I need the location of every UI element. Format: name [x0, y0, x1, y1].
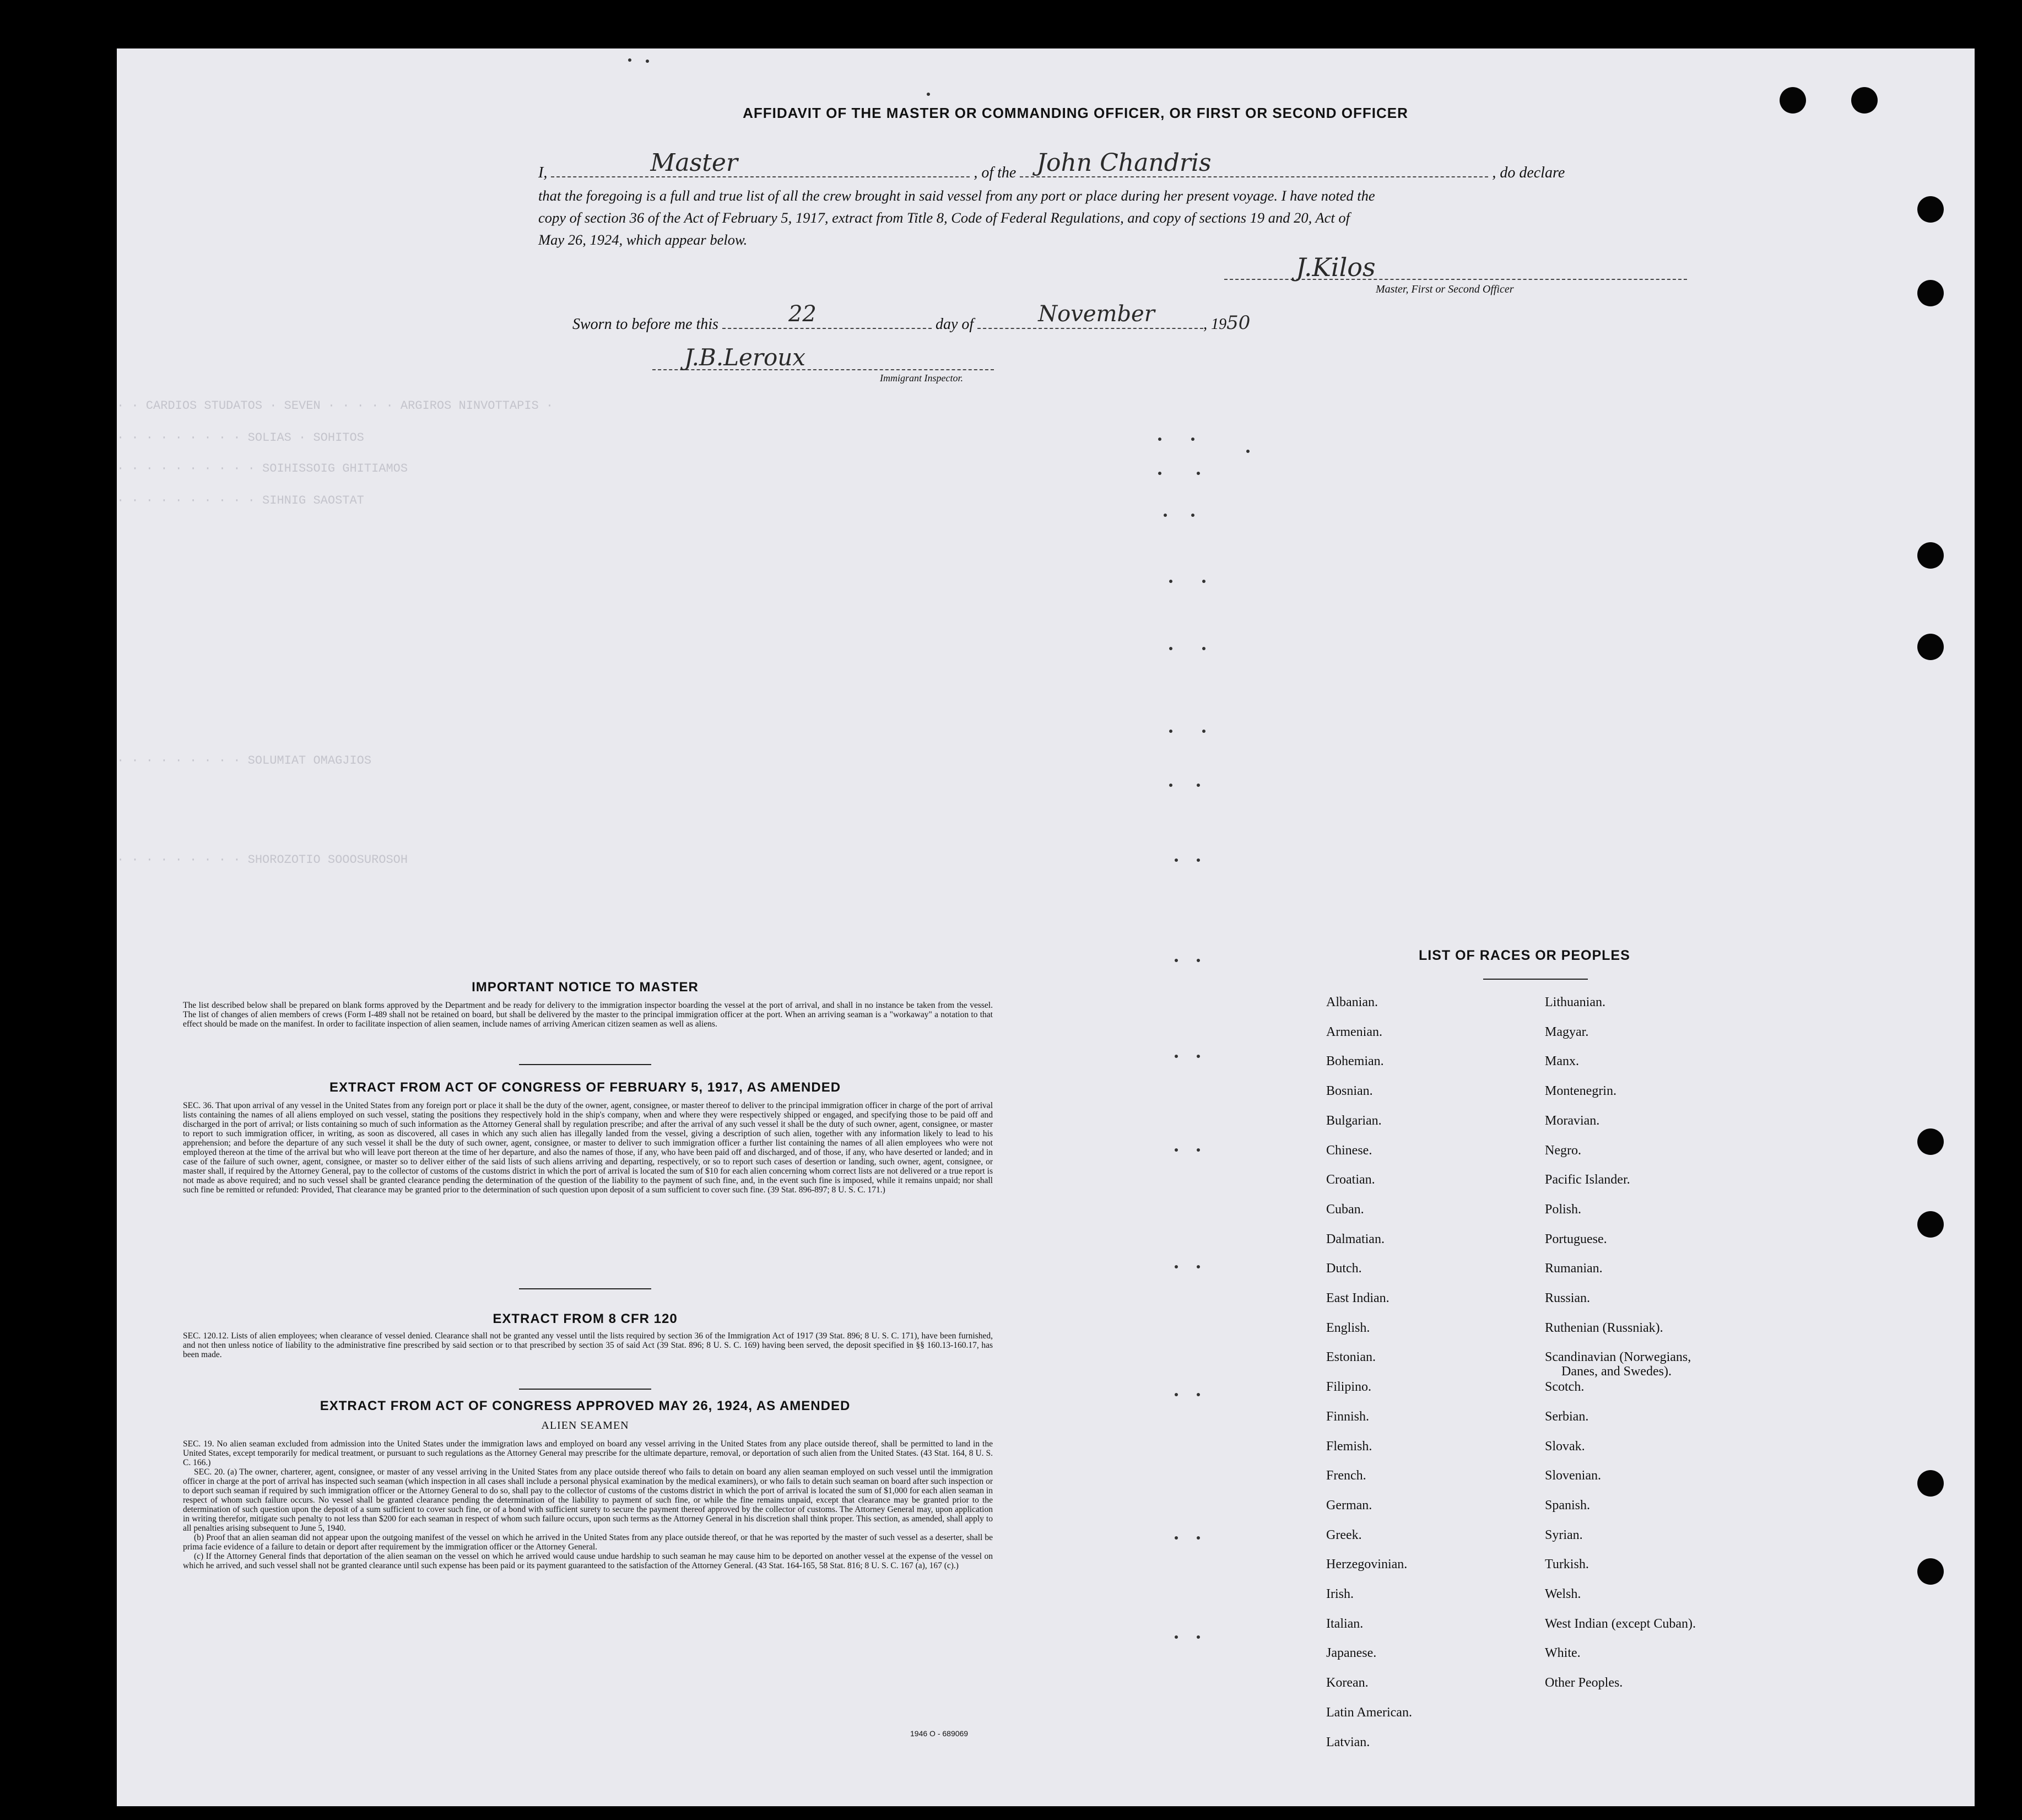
- race-item: Greek.: [1326, 1527, 1362, 1542]
- divider: [519, 1288, 651, 1289]
- year-prefix: , 19: [1203, 316, 1227, 333]
- race-item: Manx.: [1545, 1054, 1579, 1069]
- race-item: Ruthenian (Russniak).: [1545, 1320, 1663, 1335]
- notice-title: IMPORTANT NOTICE TO MASTER: [472, 980, 699, 995]
- master-caption: Master, First or Second Officer: [1376, 283, 1514, 295]
- day-of-label: day of: [935, 316, 974, 333]
- race-item: Herzegovinian.: [1326, 1557, 1408, 1572]
- race-item: Slovenian.: [1545, 1468, 1601, 1483]
- punch-hole: [1780, 87, 1806, 114]
- master-signature-line: [1224, 279, 1687, 280]
- race-item: Cuban.: [1326, 1202, 1364, 1217]
- race-item: Chinese.: [1326, 1143, 1372, 1158]
- race-item: Slovak.: [1545, 1439, 1585, 1454]
- extract-1924-subtitle: ALIEN SEAMEN: [541, 1419, 629, 1432]
- race-item: Polish.: [1545, 1202, 1582, 1217]
- sec-20a-text: SEC. 20. (a) The owner, charterer, agent, consignee, or master of any vessel arriving in the United States from any place outside thereof who fails to detain on board any alien seaman employed on such vessel until the immigration officer in charge at the port of arrival has inspected such seaman (which inspection in all cases shall include a personal physical examination by the medical examiners), or who fails to detain such seaman on board after such inspection or to deport such seaman if required by such immigration officer or the Attorney General to do so, shall pay to the collector of customs of the customs district in which the port of arrival is located the sum of $1,000 for each alien seaman in respect of whom such failure occurs. No vessel shall be granted clearance pending the determination of the liability to payment of such fine, or while the fine remains unpaid, except that clearance may be granted prior to the determination of such question upon the deposit of a sum sufficient to cover such fine, or of a bond with sufficient surety to secure the payment thereof approved by the collector of customs. The Attorney General may, upon application in writing therefor, mitigate such penalty to not less than $200 for each seaman in respect of whom such failure occurs, upon such terms as the Attorney General in his discretion shall think proper. This section, as amended, shall apply to all penalties arising subsequent to June 5, 1940.: [183, 1467, 993, 1533]
- race-item: White.: [1545, 1646, 1581, 1661]
- handwritten-month: November: [1038, 301, 1155, 327]
- punch-hole: [1917, 1128, 1944, 1155]
- race-item: Albanian.: [1326, 995, 1378, 1009]
- document-page: · · CARDIOS STUDATOS · SEVEN · · · · · ARGIROS NINVOTTAPIS · · · · · · · · · · SOLIAS · SOHITOS · · · · · · · · · · SOIHISSOIG GHITIAMOS · · · · · · · · · · SIHNIG SAOSTAT · · · · · · · · · SOLUMIAT OMAGJIOS · · · · · · · · · SHOROZOTIO SOOOSUROSOH AFFIDAVIT OF THE MASTER OR COMMANDING OFFICER, OR FIRST OR SECOND OFFICER I, Master , of the John Chandris , do declare that the foregoing is a full and true list of all the crew brought in said vessel from any port or place during her present voyage. I have noted the copy of section 36 of the Act of February 5, 1917, extract from Title 8, Code of Federal Regulations, and copy of sections 19 and 20, Act of May 26, 1924, which appear below. J.Kilos Master, First or Second Officer Sworn to before me this 22 day of November , 1950 J.B.Leroux Immigrant Inspector. IMPORTANT NOTICE TO MASTER The list described below shall be prepared on blank forms approved by the Department and be ready for delivery to the immigration inspector boarding the vessel at the port of arrival, and shall in no instance be taken from the vessel. The list of changes of alien members of crews (Form I-489 shall not be retained on board, but shall be delivered by the master to the principal immigration officer at the port. When an arriving seaman is a "workaway" a notation to that effect should be made on the manifest. In order to facilitate inspection of alien seamen, include names of arriving American citizen seamen as well as aliens. EXTRACT FROM ACT OF CONGRESS OF FEBRUARY 5, 1917, AS AMENDED SEC. 36. That upon arrival of any vessel in the United States from any foreign port or place it shall be the duty of the owner, agent, consignee, or master thereof to deliver to the principal immigration officer in charge of the port of arrival lists containing the names of all aliens employed on such vessel, stating the positions they respectively hold in the ship's company, when and where they were respectively shipped or engaged, and specifying those to be paid off and discharged in the port of arrival; or lists containing so much of such information as the Attorney General shall by regulation prescribe; and after the arrival of any such vessel it shall be the duty of such owner, agent, consignee, or master to report to such immigration officer, in writing, as soon as discovered, all cases in which any such alien has illegally landed from the vessel, giving a description of such alien, together with any information likely to lead to his apprehension; and before the departure of any such vessel it shall be the duty of such owner, agent, consignee, or master to deliver to such immigration officer a further list containing the names of all alien employees who were not employed thereon at the time of the arrival but who will leave port thereon at the time of her departure, and also the names of those, if any, who have been paid off and discharged, and of those, if any, who have deserted or landed; and in case of the failure of such owner, agent, consignee, or master so to deliver either of the said lists of such aliens arriving and departing, respectively, or so to report such cases of desertion or landing, such owner, agent, consignee, or master shall, if required by the Attorney General, pay to the collector of customs of the customs district in which the port of arrival is located the sum of $10 for each alien concerning whom correct lists are not delivered or a true report is not made as above required; and no such vessel shall be granted clearance pending the determination of the question of the liability to the payment of such fine, and, in the event such fine is imposed, while it remains unpaid; nor shall such fine be remitted or refunded: Provided, That clearance may be granted prior to the determination of such question upon deposit of a sum sufficient to cover such fine. (39 Stat. 896-897; 8 U. S. C. 171.) EXTRACT FROM 8 CFR 120 SEC. 120.12. Lists of alien employees; when clearance of vessel denied. Clearance shall not be granted any vessel until the lists required by section 36 of the Immigration Act of 1917 (39 Stat. 896; 8 U. S. C. 171), have been furnished, and not then unless notice of liability to the administrative fine prescribed by said section or to that prescribed by section 35 of said Act (39 Stat. 896; 8 U. S. C. 169) having been served, the deposit specified in §§ 160.13-160.17, has been made. EXTRACT FROM ACT OF CONGRESS APPROVED MAY 26, 1924, AS AMENDED ALIEN SEAMEN SEC. 19. No alien seaman excluded from admission into the United States under the immigration laws and employed on board any vessel arriving in the United States from any place outside thereof, shall be permitted to land in the United States, except temporarily for medical treatment, or pursuant to such regulations as the Attorney General may prescribe for the ultimate departure, removal, or deportation of such alien from the United States. (43 Stat. 164, 8 U. S. C. 166.) SEC. 20. (a) The owner, charterer, agent, consignee, or master of any vessel arriving in the United States from any place outside thereof who fails to detain on board any alien seaman employed on such vessel until the immigration officer in charge at the port of arrival has inspected such seaman (which inspection in all cases shall include a personal physical examination by the medical examiners), or who fails to detain such seaman on board after such inspection or to deport such seaman if required by such immigration officer or the Attorney General to do so, shall pay to the collector of customs of the customs district in which the port of arrival is located the sum of $1,000 for each alien seaman in respect of whom such failure occurs. No vessel shall be granted clearance pending the determination of the liability to payment of such fine, or while the fine remains unpaid, except that clearance may be granted prior to the determination of such question upon the deposit of a sum sufficient to cover such fine, or of a bond with sufficient surety to secure the payment thereof approved by the collector of customs. The Attorney General may, upon application in writing therefor, mitigate such penalty to not less than $200 for each seaman in respect of whom such failure occurs, upon such terms as the Attorney General in his discretion shall think proper. This section, as amended, shall apply to all penalties arising subsequent to June 5, 1940. (b) Proof that an alien seaman did not appear upon the outgoing manifest of the vessel on which he arrived in the United States from any place outside thereof, or that he was reported by the master of such vessel as a deserter, shall be prima facie evidence of a failure to detain or deport after requirement by the immigration officer or the Attorney General. (c) If the Attorney General finds that deportation of the alien seaman on the vessel on which he arrived would cause undue hardship to such seaman he may cause him to be deported on another vessel at the expense of the vessel on which he arrived, and such vessel shall not be granted clearance until such expense has been paid or its payment guaranteed to the satisfaction of the Attorney General. (43 Stat. 164-165, 58 Stat. 816; 8 U. S. C. 167 (a), 167 (c).) 1946 O - 689069 LIST OF RACES OR PEOPLES Albanian. Armenian. Bohemian. Bosnian. Bulgarian. Chinese. Croatian. Cuban. Dalmatian. Dutch. East Indian. English. Estonian. Filipino. Finnish. Flemish. French. German. Greek. Herzegovinian. Irish. Italian. Japanese. Korean. Latin American. Latvian. Lithuanian. Magyar. Manx. Montenegrin. Moravian. Negro. Pacific Islander. Polish. Portuguese. Rumanian. Russian. Ruthenian (Russniak). Scandinavian (Norwegians, Danes, and Swedes). Scotch. Serbian. Slovak. Slovenian. Spanish. Syrian. Turkish. Welsh. West Indian (except Cuban). White. Other Peoples.: [117, 48, 1975, 1806]
- race-item: Latin American.: [1326, 1705, 1412, 1720]
- race-item: French.: [1326, 1468, 1366, 1483]
- sworn-line: [572, 301, 1251, 334]
- divider: [519, 1064, 651, 1065]
- sworn-label: Sworn to before me this: [572, 316, 718, 333]
- do-declare-label: , do declare: [1492, 164, 1565, 181]
- punch-hole: [1917, 1558, 1944, 1585]
- race-item: Bosnian.: [1326, 1084, 1373, 1099]
- i-label: I,: [538, 164, 548, 181]
- race-item: Montenegrin.: [1545, 1084, 1616, 1099]
- handwritten-vessel-name: John Chandris: [1036, 149, 1212, 177]
- race-item: Rumanian.: [1545, 1261, 1603, 1276]
- race-item: Estonian.: [1326, 1350, 1376, 1365]
- race-item: Lithuanian.: [1545, 995, 1605, 1009]
- race-item: Welsh.: [1545, 1587, 1581, 1601]
- sec-19-text: SEC. 19. No alien seaman excluded from admission into the United States under the immigration laws and employed on board any vessel arriving in the United States from any place outside thereof, shall be permitted to land in the United States, except temporarily for medical treatment, or pursuant to such regulations as the Attorney General may prescribe for the ultimate departure, removal, or deportation of such alien from the United States. (43 Stat. 164, 8 U. S. C. 166.): [183, 1439, 993, 1467]
- race-item: Russian.: [1545, 1291, 1591, 1305]
- affidavit-line-2: that the foregoing is a full and true list of all the crew brought in said vessel from any port or place during her present voyage. I have noted the: [538, 187, 1375, 204]
- race-item: Bulgarian.: [1326, 1113, 1382, 1128]
- affidavit-line-4: May 26, 1924, which appear below.: [538, 231, 748, 248]
- extract-1917-body: SEC. 36. That upon arrival of any vessel in the United States from any foreign port or place it shall be the duty of the owner, agent, consignee, or master thereof to deliver to the principal immigration officer in charge of the port of arrival lists containing the names of all aliens employed on such vessel, stating the positions they respectively hold in the ship's company, when and where they were respectively shipped or engaged, and specifying those to be paid off and discharged in the port of arrival; or lists containing so much of such information as the Attorney General shall by regulation prescribe; and after the arrival of any such vessel it shall be the duty of such owner, agent, consignee, or master to report to such immigration officer, in writing, as soon as discovered, all cases in which any such alien has illegally landed from the vessel, giving a description of such alien, together with any information likely to lead to his apprehension; and before the departure of any such vessel it shall be the duty of such owner, agent, consignee, or master to deliver to such immigration officer a further list containing the names of all alien employees who were not employed thereon at the time of the arrival but who will leave port thereon at the time of her departure, and also the names of those, if any, who have been paid off and discharged, and of those, if any, who have deserted or landed; and in case of the failure of such owner, agent, consignee, or master so to deliver either of the said lists of such aliens arriving and departing, respectively, or so to report such cases of desertion or landing, such owner, agent, consignee, or master shall, if required by the Attorney General, pay to the collector of customs of the customs district in which the port of arrival is located the sum of $10 for each alien concerning whom correct lists are not delivered or a true report is not made as above required; and no such vessel shall be granted clearance pending the determination of the question of the liability to the payment of such fine, and, in the event such fine is imposed, while it remains unpaid; nor shall such fine be remitted or refunded: Provided, That clearance may be granted prior to the determination of such question upon deposit of a sum sufficient to cover such fine. (39 Stat. 896-897; 8 U. S. C. 171.): [183, 1101, 993, 1195]
- punch-hole: [1917, 280, 1944, 306]
- form-number: 1946 O - 689069: [910, 1729, 969, 1738]
- inspector-caption: Immigrant Inspector.: [880, 372, 963, 384]
- affidavit-declaration-line: [538, 149, 1565, 182]
- race-item: Pacific Islander.: [1545, 1173, 1630, 1187]
- handwritten-name: Master: [650, 149, 738, 177]
- race-item: Filipino.: [1326, 1380, 1372, 1395]
- race-item: Latvian.: [1326, 1735, 1370, 1749]
- race-item: Spanish.: [1545, 1498, 1591, 1513]
- race-item: Negro.: [1545, 1143, 1581, 1158]
- extract-1924-body: [183, 1439, 993, 1570]
- race-item: Portuguese.: [1545, 1232, 1607, 1246]
- race-item: Other Peoples.: [1545, 1676, 1623, 1691]
- extract-1924-title: EXTRACT FROM ACT OF CONGRESS APPROVED MAY 26, 1924, AS AMENDED: [320, 1398, 851, 1413]
- race-item: Turkish.: [1545, 1557, 1589, 1572]
- race-item: Moravian.: [1545, 1113, 1600, 1128]
- race-item: German.: [1326, 1498, 1372, 1513]
- punch-hole: [1851, 87, 1878, 114]
- extract-8cfr-body: SEC. 120.12. Lists of alien employees; when clearance of vessel denied. Clearance shall not be granted any vessel until the lists required by section 36 of the Immigration Act of 1917 (39 Stat. 896; 8 U. S. C. 171), have been furnished, and not then unless notice of liability to the administrative fine prescribed by said section or to that prescribed by section 35 of said Act (39 Stat. 896; 8 U. S. C. 169) having been served, the deposit specified in §§ 160.13-160.17, has been made.: [183, 1331, 993, 1359]
- race-item: Dalmatian.: [1326, 1232, 1385, 1246]
- extract-8cfr-title: EXTRACT FROM 8 CFR 120: [493, 1311, 678, 1326]
- punch-hole: [1917, 1211, 1944, 1238]
- master-signature: J.Kilos: [1296, 252, 1376, 282]
- sec-20b-text: (b) Proof that an alien seaman did not appear upon the outgoing manifest of the vessel on which he arrived in the United States from any place outside thereof, or that he was reported by the master of such vessel as a deserter, shall be prima facie evidence of a failure to detain or deport after requirement by the immigration officer or the Attorney General.: [183, 1533, 993, 1552]
- name-blank: [551, 149, 970, 177]
- notice-body: The list described below shall be prepared on blank forms approved by the Department and be ready for delivery to the immigration inspector boarding the vessel at the port of arrival, and shall in no instance be taken from the vessel. The list of changes of alien members of crews (Form I-489 shall not be retained on board, but shall be delivered by the master to the principal immigration officer at the port. When an arriving seaman is a "workaway" a notation to that effect should be made on the manifest. In order to facilitate inspection of alien seamen, include names of arriving American citizen seamen as well as aliens.: [183, 1001, 993, 1029]
- race-item: Flemish.: [1326, 1439, 1372, 1454]
- race-item: Irish.: [1326, 1587, 1354, 1601]
- vessel-blank: [1020, 149, 1488, 177]
- race-item: Danes, and Swedes).: [1561, 1364, 1672, 1379]
- race-item: Serbian.: [1545, 1409, 1589, 1424]
- races-title: LIST OF RACES OR PEOPLES: [1419, 948, 1630, 963]
- affidavit-title: AFFIDAVIT OF THE MASTER OR COMMANDING OFFICER, OR FIRST OR SECOND OFFICER: [743, 105, 1408, 121]
- day-blank: [722, 301, 932, 329]
- handwritten-year: 50: [1226, 312, 1251, 334]
- of-the-label: , of the: [974, 164, 1017, 181]
- race-item: East Indian.: [1326, 1291, 1390, 1305]
- extract-1917-title: EXTRACT FROM ACT OF CONGRESS OF FEBRUARY 5, 1917, AS AMENDED: [329, 1080, 841, 1095]
- race-item: Dutch.: [1326, 1261, 1362, 1276]
- race-item: Syrian.: [1545, 1527, 1583, 1542]
- punch-hole: [1917, 634, 1944, 660]
- race-item: Scandinavian (Norwegians,: [1545, 1350, 1691, 1365]
- affidavit-line-3: copy of section 36 of the Act of February 5, 1917, extract from Title 8, Code of Federal Regulations, and copy of sections 19 and 20, Act of: [538, 209, 1350, 226]
- month-blank: [977, 301, 1203, 329]
- race-item: Finnish.: [1326, 1409, 1370, 1424]
- race-item: Croatian.: [1326, 1173, 1375, 1187]
- race-item: Armenian.: [1326, 1024, 1382, 1039]
- race-item: Magyar.: [1545, 1024, 1589, 1039]
- race-item: Japanese.: [1326, 1646, 1377, 1661]
- divider: [1483, 979, 1588, 980]
- race-item: Korean.: [1326, 1676, 1369, 1691]
- divider: [519, 1389, 651, 1390]
- race-item: Scotch.: [1545, 1380, 1585, 1395]
- punch-hole: [1917, 1470, 1944, 1497]
- race-item: Italian.: [1326, 1616, 1364, 1631]
- punch-hole: [1917, 542, 1944, 569]
- race-item: English.: [1326, 1320, 1370, 1335]
- handwritten-day: 22: [788, 301, 817, 327]
- inspector-signature: J.B.Leroux: [684, 344, 805, 371]
- sec-20c-text: (c) If the Attorney General finds that deportation of the alien seaman on the vessel on which he arrived would cause undue hardship to such seaman he may cause him to be deported on another vessel at the expense of the vessel on which he arrived, and such vessel shall not be granted clearance until such expense has been paid or its payment guaranteed to the satisfaction of the Attorney General. (43 Stat. 164-165, 58 Stat. 816; 8 U. S. C. 167 (a), 167 (c).): [183, 1552, 993, 1570]
- race-item: West Indian (except Cuban).: [1545, 1616, 1696, 1631]
- race-item: Bohemian.: [1326, 1054, 1384, 1069]
- punch-hole: [1917, 196, 1944, 223]
